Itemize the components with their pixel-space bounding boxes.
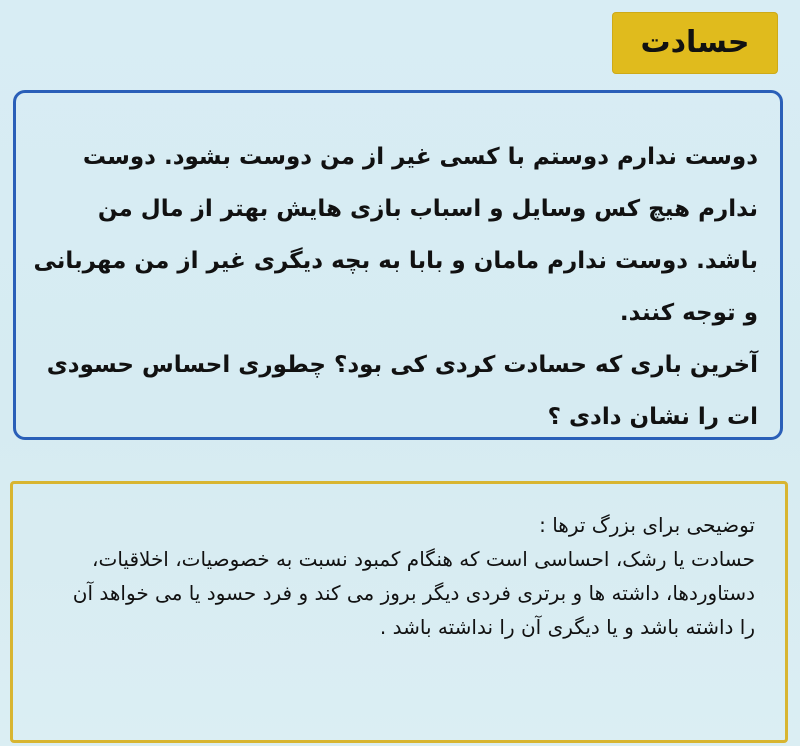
parent-note-text bbox=[55, 508, 755, 644]
story-paragraph-1: دوست ندارم دوستم با کسی غیر از من دوست بشود. دوست ندارم هیچ کس وسایل و اسباب بازی هایش بهتر از مال من باشد. دوست ندارم مامان و بابا به بچه دیگری غیر از من مهربانی و توجه کنند. bbox=[33, 144, 758, 326]
page-title: حسادت bbox=[640, 25, 750, 60]
title-tag bbox=[612, 12, 778, 74]
story-text bbox=[33, 131, 758, 443]
parent-note-heading: توضیحی برای بزرگ ترها : bbox=[539, 513, 755, 537]
story-question: آخرین باری که حسادت کردی کی بود؟ چطوری احساس حسودی ات را نشان دادی ؟ bbox=[46, 352, 758, 430]
parent-note-body: حسادت یا رشک، احساسی است که هنگام کمبود نسبت به خصوصیات، اخلاقیات، دستاوردها، داشته ها و برتری فردی دیگر بروز می کند و فرد حسود یا می خواهد آن را داشته باشد و یا دیگری آن را نداشته باشد . bbox=[72, 547, 755, 639]
story-box bbox=[13, 90, 783, 440]
parent-note-box bbox=[10, 481, 788, 743]
